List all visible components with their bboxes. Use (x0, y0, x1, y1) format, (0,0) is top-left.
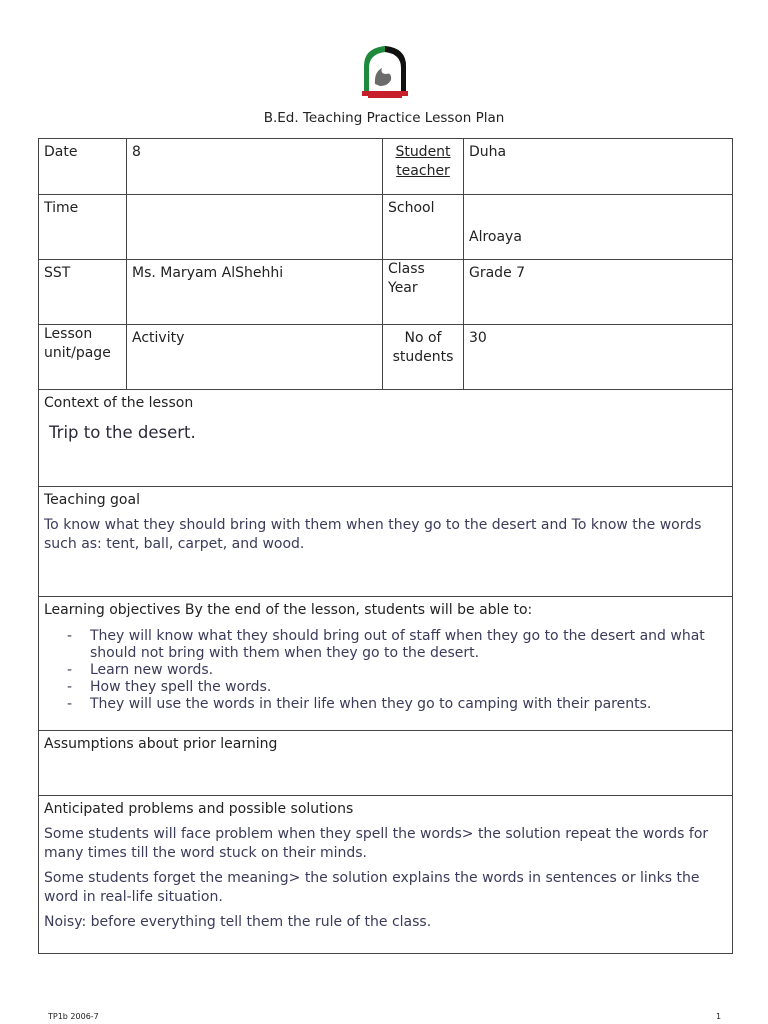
students-label (383, 325, 464, 390)
lesson-label (39, 325, 127, 390)
school-value: Alroaya (469, 229, 522, 245)
row-sst (39, 260, 733, 325)
objective-item: - They will know what they should bring out of staff when they go to the desert and what should not bring with them when they go to the desert. (44, 628, 727, 662)
document-title: B.Ed. Teaching Practice Lesson Plan (263, 110, 505, 126)
students-value: 30 (464, 325, 733, 390)
lesson-label-line2: unit/page (44, 345, 111, 361)
time-label: Time (39, 195, 127, 260)
objective-item: - How they spell the words. (44, 679, 727, 696)
school-cell (464, 195, 733, 260)
university-logo-icon (358, 44, 412, 100)
student-teacher-label-line1: Student (395, 144, 451, 160)
footer-page-number: 1 (716, 1012, 722, 1021)
students-label-line2: students (392, 349, 454, 365)
student-teacher-label-line2: teacher (396, 163, 450, 179)
problems-cell (39, 796, 733, 954)
context-cell (39, 390, 733, 487)
goal-label: Teaching goal (44, 492, 140, 508)
goal-cell (39, 487, 733, 597)
row-date (39, 139, 733, 195)
row-assumptions (39, 731, 733, 796)
problem-paragraph: Some students will face problem when they spell the words> the solution repeat the words for many times till the word stuck on their minds. (44, 826, 709, 861)
objectives-list (44, 628, 727, 713)
problem-paragraph: Some students forget the meaning> the solution explains the words in sentences or links the word in real-life situation. (44, 870, 700, 905)
student-teacher-label (383, 139, 464, 195)
assumptions-label: Assumptions about prior learning (44, 736, 278, 752)
row-lesson (39, 325, 733, 390)
row-problems (39, 796, 733, 954)
row-goal (39, 487, 733, 597)
lesson-plan-table (38, 138, 733, 954)
assumptions-cell (39, 731, 733, 796)
context-label: Context of the lesson (44, 395, 194, 411)
row-objectives (39, 597, 733, 731)
year-label: Year (388, 280, 418, 296)
lesson-label-line1: Lesson (44, 326, 93, 342)
row-time (39, 195, 733, 260)
date-label: Date (39, 139, 127, 195)
sst-value: Ms. Maryam AlShehhi (127, 260, 383, 325)
objective-item: - Learn new words. (44, 662, 727, 679)
row-context (39, 390, 733, 487)
objectives-cell (39, 597, 733, 731)
school-label: School (383, 195, 464, 260)
lesson-value: Activity (127, 325, 383, 390)
goal-text: To know what they should bring with them when they go to the desert and To know the words such as: tent, ball, carpet, and wood. (44, 517, 702, 552)
time-value (127, 195, 383, 260)
footer-code: TP1b 2006-7 (48, 1012, 99, 1021)
class-label: Class (388, 261, 425, 277)
class-year-value: Grade 7 (464, 260, 733, 325)
objectives-label: Learning objectives By the end of the lesson, students will be able to: (44, 602, 533, 618)
sst-label: SST (39, 260, 127, 325)
date-value: 8 (127, 139, 383, 195)
objective-item: - They will use the words in their life when they go to camping with their parents. (44, 696, 727, 713)
student-teacher-value: Duha (464, 139, 733, 195)
problems-label: Anticipated problems and possible solutions (44, 801, 354, 817)
context-value: Trip to the desert. (49, 423, 196, 442)
problem-paragraph: Noisy: before everything tell them the rule of the class. (44, 914, 432, 930)
class-year-label (383, 260, 464, 325)
students-label-line1: No of (404, 330, 442, 346)
